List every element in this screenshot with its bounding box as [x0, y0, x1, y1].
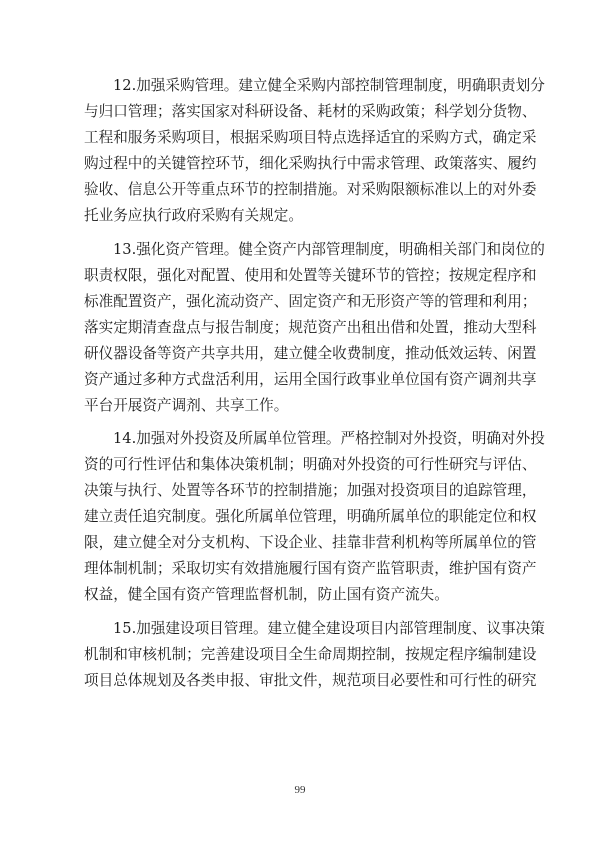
text-line: 资产通过多种方式盘活利用，运用全国行政事业单位国有资产调剂共享	[84, 370, 537, 388]
text-line: 项目总体规划及各类申报、审批文件，规范项目必要性和可行性的研究	[84, 671, 537, 689]
text-line: 验收、信息公开等重点环节的控制措施。对采购限额标准以上的对外委	[84, 181, 537, 198]
paragraph-assets	[84, 237, 545, 419]
paragraph-construction	[84, 616, 545, 694]
text-line: 限，建立健全对分支机构、下设企业、挂靠非营利机构等所属单位的管	[84, 534, 537, 552]
text-line: 14.加强对外投资及所属单位管理。严格控制对外投资，明确对外投	[113, 430, 545, 448]
text-line: 建立责任追究制度。强化所属单位管理，明确所属单位的职能定位和权	[84, 508, 537, 526]
text-line: 12.加强采购管理。建立健全采购内部控制管理制度，明确职责划分	[113, 77, 545, 94]
text-line: 决策与执行、处置等各环节的控制措施；加强对投资项目的追踪管理，	[84, 482, 537, 500]
text-line: 标准配置资产，强化流动资产、固定资产和无形资产等的管理和利用；	[84, 292, 537, 310]
text-line: 工程和服务采购项目，根据采购项目特点选择适宜的采购方式，确定采	[84, 129, 537, 146]
text-line: 托业务应执行政府采购有关规定。	[84, 207, 303, 224]
text-line: 职责权限，强化对配置、使用和处置等关键环节的管控；按规定程序和	[84, 266, 537, 284]
text-line: 资的可行性评估和集体决策机制；明确对外投资的可行性研究与评估、	[84, 456, 537, 474]
text-line: 平台开展资产调剂、共享工作。	[84, 396, 289, 414]
text-line: 购过程中的关键管控环节，细化采购执行中需求管理、政策落实、履约	[84, 155, 537, 172]
text-line: 机制和审核机制；完善建设项目全生命周期控制，按规定程序编制建设	[84, 645, 537, 663]
page-number: 99	[294, 784, 306, 796]
body-text	[84, 73, 545, 701]
text-line: 15.加强建设项目管理。建立健全建设项目内部管理制度、议事决策	[113, 619, 545, 637]
text-line: 权益，健全国有资产管理监督机制，防止国有资产流失。	[84, 586, 449, 604]
text-line: 落实定期清查盘点与报告制度；规范资产出租出借和处置，推动大型科	[84, 318, 537, 336]
paragraph-investment	[84, 426, 545, 608]
text-line: 研仪器设备等资产共享共用，建立健全收费制度，推动低效运转、闲置	[84, 344, 537, 362]
paragraph-procurement	[84, 73, 545, 229]
text-line: 与归口管理；落实国家对科研设备、耗材的采购政策；科学划分货物、	[84, 103, 537, 120]
text-line: 理体制机制；采取切实有效措施履行国有资产监管职责，维护国有资产	[84, 560, 537, 578]
text-line: 13.强化资产管理。健全资产内部管理制度，明确相关部门和岗位的	[113, 240, 545, 258]
